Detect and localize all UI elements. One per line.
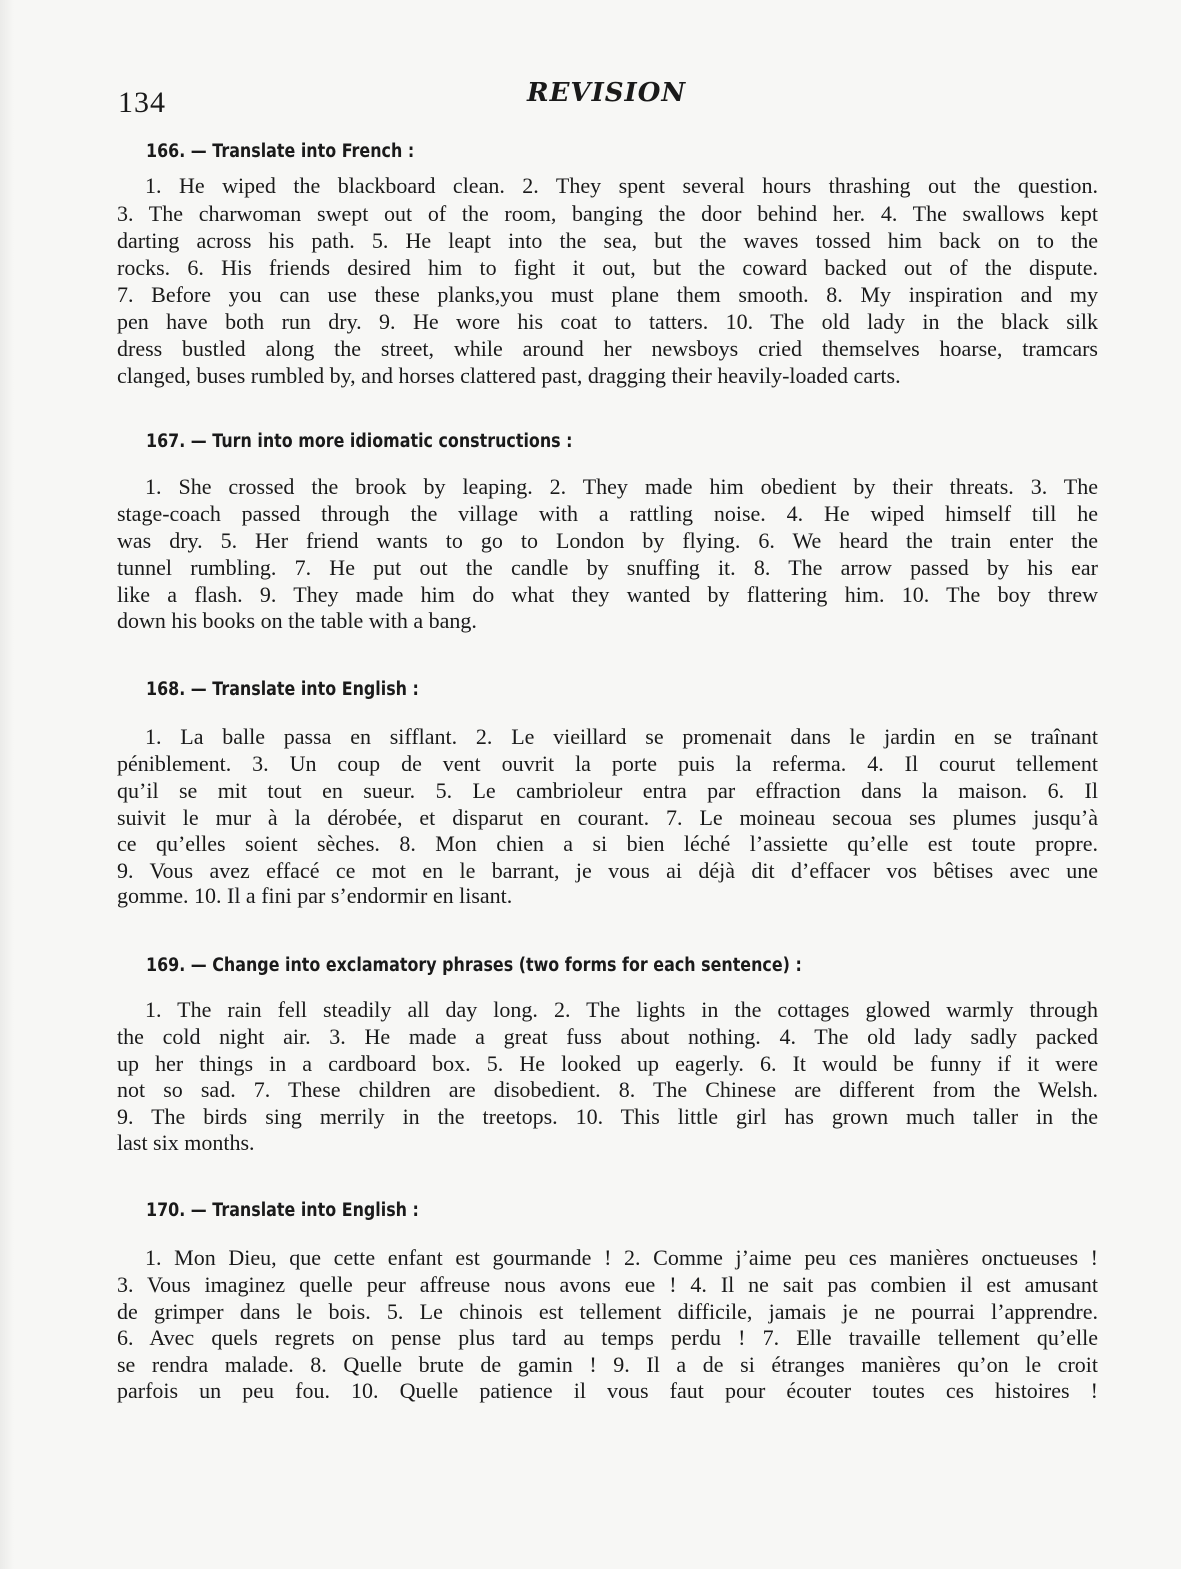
exercise-line: dress bustled along the street, while around her newsboys cried themselves hoarse, tramcars [117, 336, 1098, 361]
exercise-title: 169. — Change into exclamatory phrases (two forms for each sentence) : [146, 955, 802, 976]
exercise-line: ce qu’elles soient sèches. 8. Mon chien a si bien léché l’assiette qu’elle est toute propre. [117, 831, 1098, 856]
exercise-line: like a flash. 9. They made him do what they wanted by flattering him. 10. The boy threw [117, 582, 1098, 607]
exercise-title: 166. — Translate into French : [146, 141, 415, 162]
exercise-line: 1. La balle passa en sifflant. 2. Le vieillard se promenait dans le jardin en se traînant [145, 724, 1098, 749]
exercise-line: parfois un peu fou. 10. Quelle patience il vous faut pour écouter toutes ces histoires ! [117, 1378, 1098, 1403]
exercise-line: 6. Avec quels regrets on pense plus tard au temps perdu ! 7. Elle travaille tellement qu’elle [117, 1325, 1098, 1350]
exercise-line: 1. She crossed the brook by leaping. 2. They made him obedient by their threats. 3. The [145, 474, 1098, 499]
exercise-line: 3. The charwoman swept out of the room, banging the door behind her. 4. The swallows kept [117, 201, 1098, 226]
exercise-line: the cold night air. 3. He made a great fuss about nothing. 4. The old lady sadly packed [117, 1024, 1098, 1049]
exercise-line: de grimper dans le bois. 5. Le chinois est tellement difficile, jamais je ne pourrai l’apprendre. [117, 1299, 1098, 1324]
exercise-line: gomme. 10. Il a fini par s’endormir en lisant. [117, 883, 513, 908]
exercise-line: darting across his path. 5. He leapt into the sea, but the waves tossed him back on to the [117, 228, 1098, 253]
exercise-title: 170. — Translate into English : [146, 1200, 419, 1221]
exercise-line: 1. Mon Dieu, que cette enfant est gourmande ! 2. Comme j’aime peu ces manières onctueuses ! [145, 1245, 1098, 1270]
exercise-title: 168. — Translate into English : [146, 679, 419, 700]
exercise-line: suivit le mur à la dérobée, et disparut en courant. 7. Le moineau secoua ses plumes jusqu’à [117, 805, 1098, 830]
exercise-line: was dry. 5. Her friend wants to go to London by flying. 6. We heard the train enter the [117, 528, 1098, 553]
exercise-line: 9. The birds sing merrily in the treetops. 10. This little girl has grown much taller in the [117, 1104, 1098, 1129]
exercise-line: se rendra malade. 8. Quelle brute de gamin ! 9. Il a de si étranges manières qu’on le croit [117, 1352, 1098, 1377]
exercise-line: pen have both run dry. 9. He wore his coat to tatters. 10. The old lady in the black silk [117, 309, 1098, 334]
exercise-line: rocks. 6. His friends desired him to fight it out, but the coward backed out of the dispute. [117, 255, 1098, 280]
exercise-line: down his books on the table with a bang. [117, 608, 477, 633]
exercise-title: 167. — Turn into more idiomatic constructions : [146, 431, 573, 452]
exercise-line: not so sad. 7. These children are disobedient. 8. The Chinese are different from the Welsh. [117, 1077, 1098, 1102]
exercise-line: up her things in a cardboard box. 5. He looked up eagerly. 6. It would be funny if it were [117, 1051, 1098, 1076]
exercise-line: 3. Vous imaginez quelle peur affreuse nous avons eue ! 4. Il ne sait pas combien il est amusant [117, 1272, 1098, 1297]
exercise-line: clanged, buses rumbled by, and horses clattered past, dragging their heavily-loaded carts. [117, 363, 901, 388]
exercise-line: 1. The rain fell steadily all day long. 2. The lights in the cottages glowed warmly through [145, 997, 1098, 1022]
exercise-line: 7. Before you can use these planks,you must plane them smooth. 8. My inspiration and my [117, 282, 1098, 307]
exercise-line: tunnel rumbling. 7. He put out the candle by snuffing it. 8. The arrow passed by his ear [117, 555, 1098, 580]
running-head: REVISION [527, 78, 687, 108]
page-number: 134 [118, 86, 166, 119]
exercise-line: péniblement. 3. Un coup de vent ouvrit la porte puis la referma. 4. Il courut tellement [117, 751, 1098, 776]
exercise-line: 9. Vous avez effacé ce mot en le barrant, je vous ai déjà dit d’effacer vos bêtises avec une [117, 858, 1098, 883]
exercise-line: stage-coach passed through the village with a rattling noise. 4. He wiped himself till he [117, 501, 1098, 526]
exercise-line: last six months. [117, 1130, 255, 1155]
exercise-line: 1. He wiped the blackboard clean. 2. They spent several hours thrashing out the question. [145, 173, 1098, 198]
exercise-line: qu’il se mit tout en sueur. 5. Le cambrioleur entra par effraction dans la maison. 6. Il [117, 778, 1098, 803]
